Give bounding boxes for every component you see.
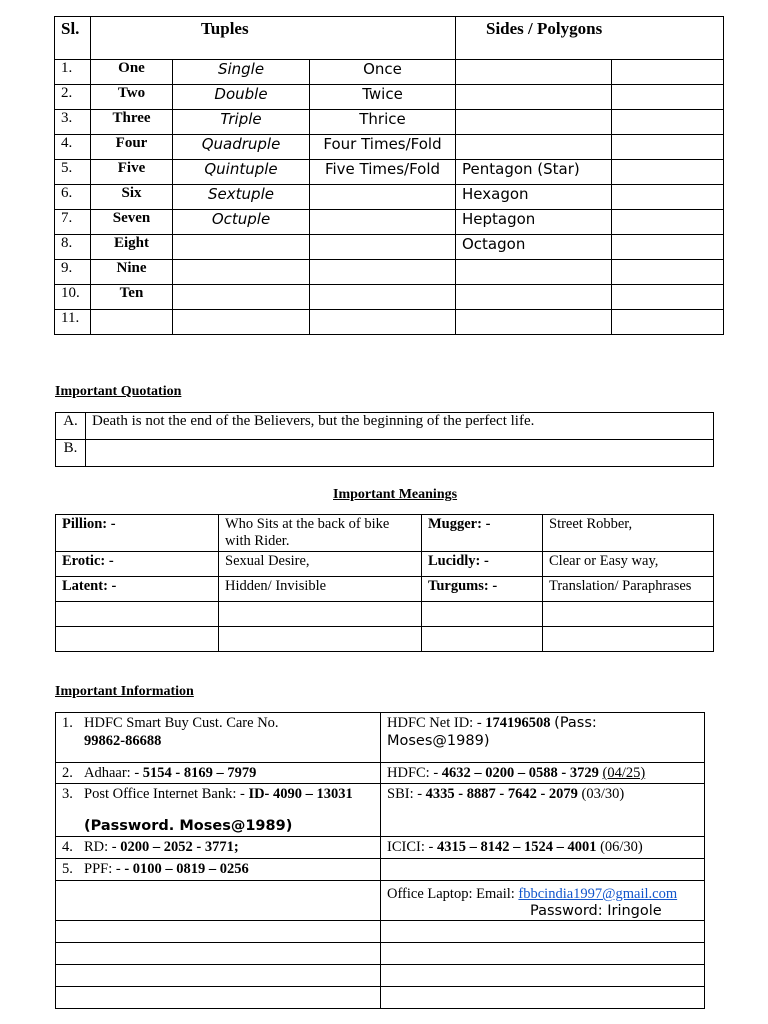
info-right-extra: (03/30) <box>581 786 625 802</box>
times-cell: Four Times/Fold <box>310 135 456 160</box>
meaning-word: Mugger: - <box>422 515 543 552</box>
info-right-value: 4315 – 8142 – 1524 – 4001 <box>436 839 597 855</box>
tuples-row <box>55 260 724 285</box>
polygon-cell: Octagon <box>456 235 612 260</box>
meaning-word: Latent: - <box>56 577 219 602</box>
tuple-cell: Triple <box>173 110 310 135</box>
tuple-cell: Quadruple <box>173 135 310 160</box>
meaning-definition <box>219 627 422 652</box>
info-cell <box>381 987 705 1009</box>
info-cell <box>381 763 705 784</box>
info-num: 3. <box>62 786 73 802</box>
info-num: 2. <box>62 765 73 781</box>
meaning-word <box>56 602 219 627</box>
number-word-cell: Nine <box>91 260 173 285</box>
info-right-label: ICICI: - <box>387 839 434 855</box>
blank-cell <box>612 110 724 135</box>
info-row <box>56 987 705 1009</box>
times-cell <box>310 185 456 210</box>
blank-cell <box>612 310 724 335</box>
info-right-extra: (Pass: Moses@1989) <box>387 715 597 749</box>
info-value: ID- 4090 – 13031 <box>248 786 353 802</box>
times-cell: Five Times/Fold <box>310 160 456 185</box>
quotation-text: Death is not the end of the Believers, but the beginning of the perfect life. <box>86 413 714 440</box>
info-cell <box>56 837 381 859</box>
info-value: 99862-86688 <box>84 733 162 749</box>
info-row <box>56 763 705 784</box>
polygon-cell: Pentagon (Star) <box>456 160 612 185</box>
info-cell <box>381 837 705 859</box>
tuple-cell <box>173 235 310 260</box>
information-title: Important Information <box>55 684 194 699</box>
info-value: - 0100 – 0819 – 0256 <box>124 861 249 877</box>
meaning-definition <box>543 627 714 652</box>
info-row <box>56 943 705 965</box>
info-right-extra: (06/30) <box>600 839 643 855</box>
blank-cell <box>612 185 724 210</box>
number-word-cell: One <box>91 60 173 85</box>
sl-cell: 5. <box>55 160 91 185</box>
meaning-definition: Translation/ Paraphrases <box>543 577 714 602</box>
polygon-cell <box>456 260 612 285</box>
info-num: 1. <box>62 715 73 731</box>
info-right-label: HDFC Net ID: - <box>387 715 482 731</box>
info-value: 5154 - 8169 – 7979 <box>142 765 257 781</box>
number-word-cell: Three <box>91 110 173 135</box>
number-word-cell: Five <box>91 160 173 185</box>
meaning-definition: Hidden/ Invisible <box>219 577 422 602</box>
header-sl: Sl. <box>55 17 91 60</box>
tuples-row <box>55 210 724 235</box>
times-cell: Twice <box>310 85 456 110</box>
meaning-word <box>422 602 543 627</box>
blank-cell <box>612 260 724 285</box>
times-cell <box>310 310 456 335</box>
tuples-header-row <box>55 17 724 60</box>
tuples-row <box>55 235 724 260</box>
tuple-cell <box>173 260 310 285</box>
meaning-definition: Sexual Desire, <box>219 552 422 577</box>
times-cell <box>310 210 456 235</box>
quotation-label: A. <box>56 413 86 440</box>
info-row <box>56 713 705 763</box>
tuple-cell: Octuple <box>173 210 310 235</box>
header-sides-polygons: Sides / Polygons <box>456 17 724 60</box>
tuple-cell: Sextuple <box>173 185 310 210</box>
info-cell <box>381 881 705 921</box>
polygon-cell: Hexagon <box>456 185 612 210</box>
number-word-cell <box>91 310 173 335</box>
blank-cell <box>612 235 724 260</box>
tuples-table <box>54 16 724 335</box>
laptop-label: Office Laptop: Email: <box>387 886 515 902</box>
number-word-cell: Ten <box>91 285 173 310</box>
number-word-cell: Two <box>91 85 173 110</box>
info-cell <box>56 713 381 763</box>
info-cell <box>56 965 381 987</box>
tuples-row <box>55 110 724 135</box>
times-cell <box>310 260 456 285</box>
polygon-cell: Heptagon <box>456 210 612 235</box>
laptop-password: Password: Iringole <box>530 903 662 919</box>
tuple-cell: Single <box>173 60 310 85</box>
info-right-label: HDFC: - <box>387 765 439 781</box>
meaning-word: Lucidly: - <box>422 552 543 577</box>
info-cell <box>381 943 705 965</box>
info-row <box>56 965 705 987</box>
info-cell <box>56 784 381 837</box>
sl-cell: 6. <box>55 185 91 210</box>
blank-cell <box>612 210 724 235</box>
info-cell <box>381 859 705 881</box>
polygon-cell <box>456 135 612 160</box>
tuples-row <box>55 135 724 160</box>
sl-cell: 9. <box>55 260 91 285</box>
meaning-word: Pillion: - <box>56 515 219 552</box>
times-cell: Once <box>310 60 456 85</box>
info-right-value: 174196508 <box>485 715 551 731</box>
polygon-cell <box>456 110 612 135</box>
tuples-row <box>55 310 724 335</box>
sl-cell: 4. <box>55 135 91 160</box>
info-text: HDFC Smart Buy Cust. Care No. <box>84 715 279 731</box>
tuples-row <box>55 85 724 110</box>
meaning-word <box>56 627 219 652</box>
tuples-row <box>55 160 724 185</box>
info-cell <box>381 784 705 837</box>
polygon-cell <box>456 310 612 335</box>
blank-cell <box>612 285 724 310</box>
blank-cell <box>612 160 724 185</box>
info-text: PPF: - <box>84 861 121 877</box>
sl-cell: 11. <box>55 310 91 335</box>
info-right-label: SBI: - <box>387 786 423 802</box>
info-value: 0200 – 2052 - 3771; <box>120 839 239 855</box>
quotation-row <box>56 413 714 440</box>
blank-cell <box>612 135 724 160</box>
sl-cell: 7. <box>55 210 91 235</box>
quotation-table <box>55 412 714 467</box>
quotation-row <box>56 440 714 467</box>
info-cell <box>381 713 705 763</box>
info-cell <box>381 921 705 943</box>
meaning-definition <box>543 602 714 627</box>
info-cell <box>56 881 381 921</box>
sl-cell: 1. <box>55 60 91 85</box>
polygon-cell <box>456 85 612 110</box>
info-row <box>56 881 705 921</box>
info-cell <box>56 987 381 1009</box>
info-row <box>56 837 705 859</box>
info-right-extra: (04/25) <box>602 765 646 781</box>
polygon-cell <box>456 60 612 85</box>
tuple-cell: Quintuple <box>173 160 310 185</box>
meanings-title: Important Meanings <box>333 487 458 502</box>
info-num: 4. <box>62 839 73 855</box>
email-link[interactable]: fbbcindia1997@gmail.com <box>518 886 678 902</box>
meaning-word: Turgums: - <box>422 577 543 602</box>
quotation-title: Important Quotation <box>55 384 182 399</box>
tuple-cell <box>173 285 310 310</box>
times-cell <box>310 235 456 260</box>
info-row <box>56 784 705 837</box>
info-extra: (Password. Moses@1989) <box>84 818 293 834</box>
meaning-definition: Street Robber, <box>543 515 714 552</box>
number-word-cell: Eight <box>91 235 173 260</box>
times-cell: Thrice <box>310 110 456 135</box>
sl-cell: 2. <box>55 85 91 110</box>
meanings-table <box>55 514 714 652</box>
info-num: 5. <box>62 861 73 877</box>
meaning-row <box>56 577 714 602</box>
meaning-definition: Clear or Easy way, <box>543 552 714 577</box>
meaning-definition: Who Sits at the back of bike with Rider. <box>219 515 422 552</box>
sl-cell: 8. <box>55 235 91 260</box>
info-right-value: 4632 – 0200 – 0588 - 3729 <box>441 765 599 781</box>
number-word-cell: Four <box>91 135 173 160</box>
info-cell <box>56 859 381 881</box>
quotation-label: B. <box>56 440 86 467</box>
sl-cell: 3. <box>55 110 91 135</box>
info-cell <box>56 763 381 784</box>
meaning-row <box>56 627 714 652</box>
info-text: RD: - <box>84 839 117 855</box>
tuples-row <box>55 185 724 210</box>
meaning-row <box>56 552 714 577</box>
information-table <box>55 712 705 1009</box>
meaning-word: Erotic: - <box>56 552 219 577</box>
info-row <box>56 859 705 881</box>
blank-cell <box>612 85 724 110</box>
quotation-text <box>86 440 714 467</box>
meaning-definition <box>219 602 422 627</box>
number-word-cell: Six <box>91 185 173 210</box>
info-cell <box>56 921 381 943</box>
info-cell <box>381 965 705 987</box>
sl-cell: 10. <box>55 285 91 310</box>
tuple-cell <box>173 310 310 335</box>
meaning-row <box>56 515 714 552</box>
info-row <box>56 921 705 943</box>
info-text: Adhaar: - <box>84 765 140 781</box>
times-cell <box>310 285 456 310</box>
meaning-row <box>56 602 714 627</box>
blank-cell <box>612 60 724 85</box>
number-word-cell: Seven <box>91 210 173 235</box>
tuple-cell: Double <box>173 85 310 110</box>
info-cell <box>56 943 381 965</box>
polygon-cell <box>456 285 612 310</box>
meaning-word <box>422 627 543 652</box>
header-tuples: Tuples <box>91 17 456 60</box>
info-right-value: 4335 - 8887 - 7642 - 2079 <box>425 786 578 802</box>
info-text: Post Office Internet Bank: - <box>84 786 245 802</box>
tuples-row <box>55 285 724 310</box>
tuples-row <box>55 60 724 85</box>
